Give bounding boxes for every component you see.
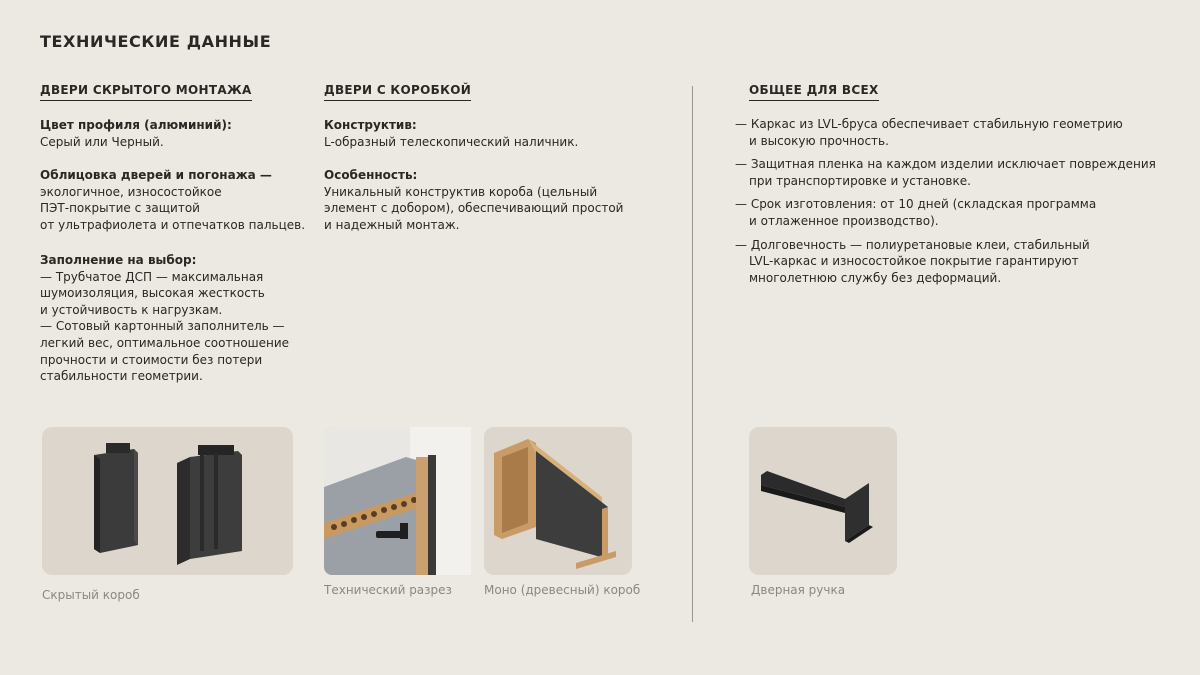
cladding-block <box>40 167 305 233</box>
mono-frame-caption: Моно (древесный) короб <box>484 583 641 597</box>
page-title: ТЕХНИЧЕСКИЕ ДАННЫЕ <box>40 32 272 51</box>
profile-color-title: Цвет профиля (алюминий): <box>40 118 232 132</box>
common-bullets <box>735 116 1156 293</box>
feature-line: элемент с добором), обеспечивающий простой <box>324 201 624 216</box>
cladding-line: экологичное, износостойкое <box>40 184 222 199</box>
filling-line: шумоизоляция, высокая жесткость <box>40 286 265 301</box>
common-bullet: — Защитная пленка на каждом изделии исключает повреждения при транспортировке и установке. <box>735 157 1156 188</box>
column-divider <box>692 86 693 622</box>
filling-line: и устойчивость к нагрузкам. <box>40 302 223 317</box>
construction-block <box>324 117 578 150</box>
mono-frame-image <box>484 427 632 575</box>
hidden-frame-caption: Скрытый короб <box>42 588 140 602</box>
handle-caption: Дверная ручка <box>751 583 846 597</box>
col-heading-hidden-doors: ДВЕРИ СКРЫТОГО МОНТАЖА <box>40 83 252 101</box>
filling-title: Заполнение на выбор: <box>40 253 197 267</box>
filling-line: стабильности геометрии. <box>40 369 203 384</box>
section-image <box>324 427 471 575</box>
filling-block <box>40 252 289 385</box>
feature-block <box>324 167 623 233</box>
cladding-line: от ультрафиолета и отпечатков пальцев. <box>40 217 306 232</box>
feature-line: Уникальный конструктив короба (цельный <box>324 184 598 199</box>
feature-line: и надежный монтаж. <box>324 217 460 232</box>
col-heading-common: ОБЩЕЕ ДЛЯ ВСЕХ <box>749 83 879 101</box>
handle-image <box>749 427 897 575</box>
construction-value: L-образный телескопический наличник. <box>324 134 579 149</box>
common-bullet: — Срок изготовления: от 10 дней (складская программа и отлаженное производство). <box>735 197 1097 228</box>
filling-line: — Трубчатое ДСП — максимальная <box>40 269 264 284</box>
common-bullet: — Каркас из LVL-бруса обеспечивает стабильную геометрию и высокую прочность. <box>735 117 1123 148</box>
hidden-frame-image <box>42 427 293 575</box>
filling-line: легкий вес, оптимальное соотношение <box>40 335 290 350</box>
cladding-title: Облицовка дверей и погонажа — <box>40 168 272 182</box>
technical-section-icon <box>324 427 471 575</box>
construction-title: Конструктив: <box>324 118 417 132</box>
common-bullet: — Долговечность — полиуретановые клеи, стабильный LVL-каркас и износостойкое покрытие гарантируют многолетнюю службу без деформаций. <box>735 237 1090 285</box>
col-heading-frame-doors: ДВЕРИ С КОРОБКОЙ <box>324 83 471 101</box>
mono-frame-icon <box>484 427 632 575</box>
filling-line: — Сотовый картонный заполнитель — <box>40 319 285 334</box>
profile-color-block <box>40 117 232 150</box>
section-caption: Технический разрез <box>324 583 452 597</box>
profile-color-value: Серый или Черный. <box>40 134 164 149</box>
filling-line: прочности и стоимости без потери <box>40 352 263 367</box>
feature-title: Особенность: <box>324 168 418 182</box>
cladding-line: ПЭТ-покрытие с защитой <box>40 201 200 216</box>
hidden-frame-profile-icon <box>42 427 293 575</box>
door-handle-icon <box>749 427 897 575</box>
